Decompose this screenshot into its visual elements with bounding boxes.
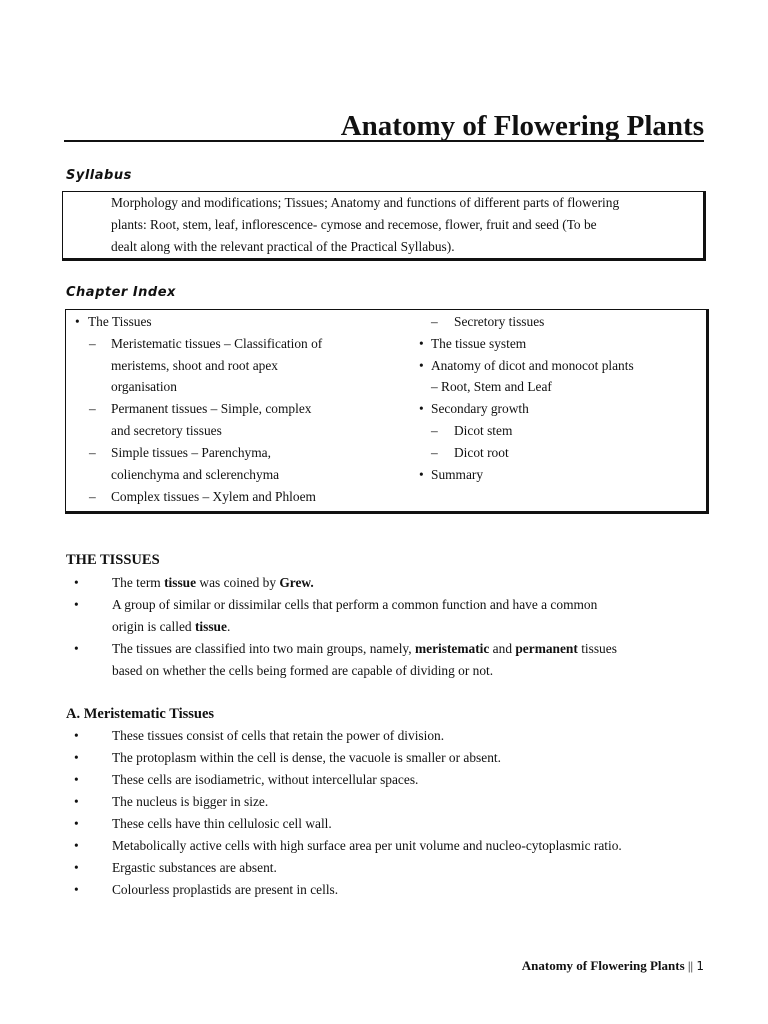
index-item: and secretory tissues bbox=[111, 423, 222, 438]
syllabus-label: Syllabus bbox=[66, 168, 132, 183]
syllabus-line: dealt along with the relevant practical of the Practical Syllabus). bbox=[111, 239, 455, 254]
bullet-icon: • bbox=[74, 882, 79, 897]
index-item: colienchyma and sclerenchyma bbox=[111, 467, 280, 482]
document-page: Anatomy of Flowering Plants Syllabus Morphology and modifications; Tissues; Anatomy and functions of different parts of flowering plants: Root, stem, leaf, inflorescence- cymose and recemose, flower, fruit and seed (To be dealt along with the relevant practical of the Practical Syllabus). Chapter Index • The Tissues – Meristematic tissues – Classification of meristems, shoot and root apex organisation – Permanent tissues – Simple, complex and secretory tissues – Simple tissues – Parenchyma, colienchyma and sclerenchyma – Complex tissues – Xylem and Phloem – Secretory tissues • The tissue system • Anatomy of dicot and monocot plants – Root, Stem and Leaf • Secondary growth – Dicot stem – Dicot root • Summary THE TISSUES • The term tissue was coined by Grew. • A group of similar or dissimilar cells that perform a common function and have a common origin is called tissue. • The tissues are classified into two main groups, namely, meristematic and permanent tissues based on whether the cells being formed are capable of dividing or not. A. Meristematic Tissues • These tissues consist of cells that retain the power of division. • The protoplasm within the cell is dense, the vacuole is smaller or absent. • These cells are isodiametric, without intercellular spaces. • The nucleus is bigger in size. • These cells have thin cellulosic cell wall. • Metabolically active cells with high surface area per unit volume and nucleo-cytoplasmic ratio. • Ergastic substances are absent. • Colourless proplastids are present in cells. Anatomy of Flowering Plants || 1 bbox=[0, 0, 768, 1024]
title-underline bbox=[64, 140, 704, 142]
bullet-icon: • bbox=[74, 728, 79, 743]
chapter-index-box: • The Tissues – Meristematic tissues – Classification of meristems, shoot and root apex organisation – Permanent tissues – Simple, complex and secretory tissues – Simple tissues – Parenchyma, colienchyma and sclerenchyma – Complex tissues – Xylem and Phloem – Secretory tissues • The tissue system • Anatomy of dicot and monocot plants – Root, Stem and Leaf • Secondary growth – Dicot stem – Dicot root • Summary bbox=[65, 309, 709, 514]
chapter-index-label: Chapter Index bbox=[66, 285, 176, 300]
syllabus-text bbox=[111, 192, 699, 258]
bullet-icon: • bbox=[74, 750, 79, 765]
bullet-icon: • bbox=[74, 794, 79, 809]
footer-separator: || bbox=[684, 958, 697, 973]
section-heading-meristematic: A. Meristematic Tissues bbox=[66, 706, 215, 722]
bullet-icon: • bbox=[74, 816, 79, 831]
footer-title: Anatomy of Flowering Plants bbox=[521, 958, 685, 973]
syllabus-line: Morphology and modifications; Tissues; Anatomy and functions of different parts of flowering bbox=[111, 195, 620, 210]
bullet-icon: • bbox=[74, 641, 79, 656]
section-heading-tissues: THE TISSUES bbox=[66, 552, 160, 568]
bullet-icon: • bbox=[74, 838, 79, 853]
list-item-continuation: origin is called tissue. bbox=[112, 619, 231, 634]
bullet-icon: • bbox=[74, 772, 79, 787]
bullet-icon: • bbox=[74, 597, 79, 612]
index-item: meristems, shoot and root apex bbox=[111, 358, 278, 373]
index-item: – Root, Stem and Leaf bbox=[431, 379, 552, 394]
syllabus-box bbox=[62, 191, 706, 261]
bullet-icon: • bbox=[74, 575, 79, 590]
list-item-continuation: based on whether the cells being formed are capable of dividing or not. bbox=[112, 663, 494, 678]
page-number: 1 bbox=[696, 959, 704, 973]
bullet-icon: • bbox=[74, 860, 79, 875]
page-title: Anatomy of Flowering Plants bbox=[340, 110, 704, 142]
syllabus-line: plants: Root, stem, leaf, inflorescence- cymose and recemose, flower, fruit and seed (To be bbox=[111, 217, 597, 232]
page-footer bbox=[522, 958, 704, 974]
index-item: organisation bbox=[111, 379, 177, 394]
